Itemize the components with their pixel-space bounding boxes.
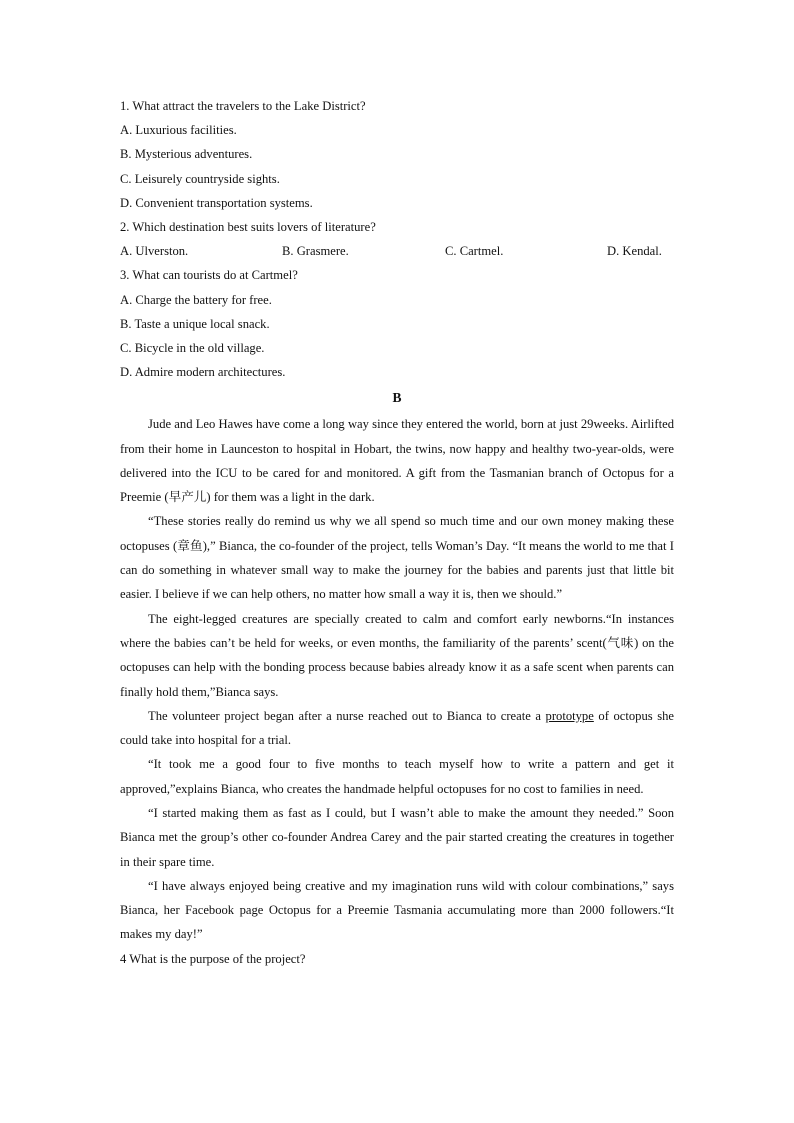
passage-paragraph-3: The eight-legged creatures are specially created to calm and comfort early newborns.“In instances where the babies can’t be held for weeks, or even months, the familiarity of the parents’ scent(气味) on the octopuses can help with the bonding process because babies already know it as a safe scent when parents can finally hold them,”Bianca says. (120, 611, 674, 699)
question-2-option-d: D. Kendal. (607, 244, 662, 259)
section-title: B (392, 390, 402, 406)
question-3-option-c: C. Bicycle in the old village. (120, 340, 265, 355)
question-3-option-b: B. Taste a unique local snack. (120, 316, 270, 331)
question-3-option-a: A. Charge the battery for free. (120, 292, 272, 307)
document-page (120, 94, 674, 971)
question-2-option-a: A. Ulverston. (120, 244, 189, 259)
paragraph-4-text-after: of octopus she could take into hospital for a trial. (120, 708, 674, 748)
question-3-option-d: D. Admire modern architectures. (120, 365, 286, 380)
passage-paragraph-5: “It took me a good four to five months to teach myself how to write a pattern and get it approved,”explains Bianca, who creates the handmade helpful octopuses for no cost to families in need. (120, 757, 674, 796)
question-1-option-a: A. Luxurious facilities. (120, 123, 237, 138)
question-4-stem: 4 What is the purpose of the project? (120, 951, 306, 966)
passage-paragraph-7: “I have always enjoyed being creative and my imagination runs wild with colour combinations,” says Bianca, her Facebook page Octopus for a Preemie Tasmania accumulating more than 2000 followers.“It makes my day!” (120, 878, 674, 942)
paragraph-4-text-before: The volunteer project began after a nurse reached out to Bianca to create a (148, 708, 546, 723)
question-1-stem: 1. What attract the travelers to the Lake District? (120, 99, 366, 113)
question-1-option-d: D. Convenient transportation systems. (120, 195, 313, 210)
question-2-option-c: C. Cartmel. (445, 244, 504, 259)
underlined-word: prototype (545, 708, 594, 723)
question-1-option-c: C. Leisurely countryside sights. (120, 171, 280, 186)
question-3-stem: 3. What can tourists do at Cartmel? (120, 268, 298, 283)
question-2-stem: 2. Which destination best suits lovers of literature? (120, 219, 376, 234)
passage-paragraph-2: “These stories really do remind us why we all spend so much time and our own money making these octopuses (章鱼),” Bianca, the co-founder of the project, tells Woman’s Day. “It means the world to me that I can do something in whatever small way to make the journey for the babies and parents just that little bit easier. I believe if we can help others, no matter how small a way it is, then we should.” (120, 514, 674, 602)
passage-paragraph-4 (120, 704, 674, 753)
question-1-option-b: B. Mysterious adventures. (120, 147, 253, 162)
question-2-option-b: B. Grasmere. (282, 244, 349, 259)
passage-paragraph-6: “I started making them as fast as I could, but I wasn’t able to make the amount they needed.” Soon Bianca met the group’s other co-founder Andrea Carey and the pair started creating the creatures in together in their spare time. (120, 806, 674, 869)
passage-paragraph-1: Jude and Leo Hawes have come a long way since they entered the world, born at just 29weeks. Airlifted from their home in Launceston to hospital in Hobart, the twins, now happy and healthy two-year-olds, were delivered into the ICU to be cared for and monitored. A gift from the Tasmanian branch of Octopus for a Preemie (早产儿) for them was a light in the dark. (120, 417, 674, 505)
question-2-options (120, 239, 674, 263)
